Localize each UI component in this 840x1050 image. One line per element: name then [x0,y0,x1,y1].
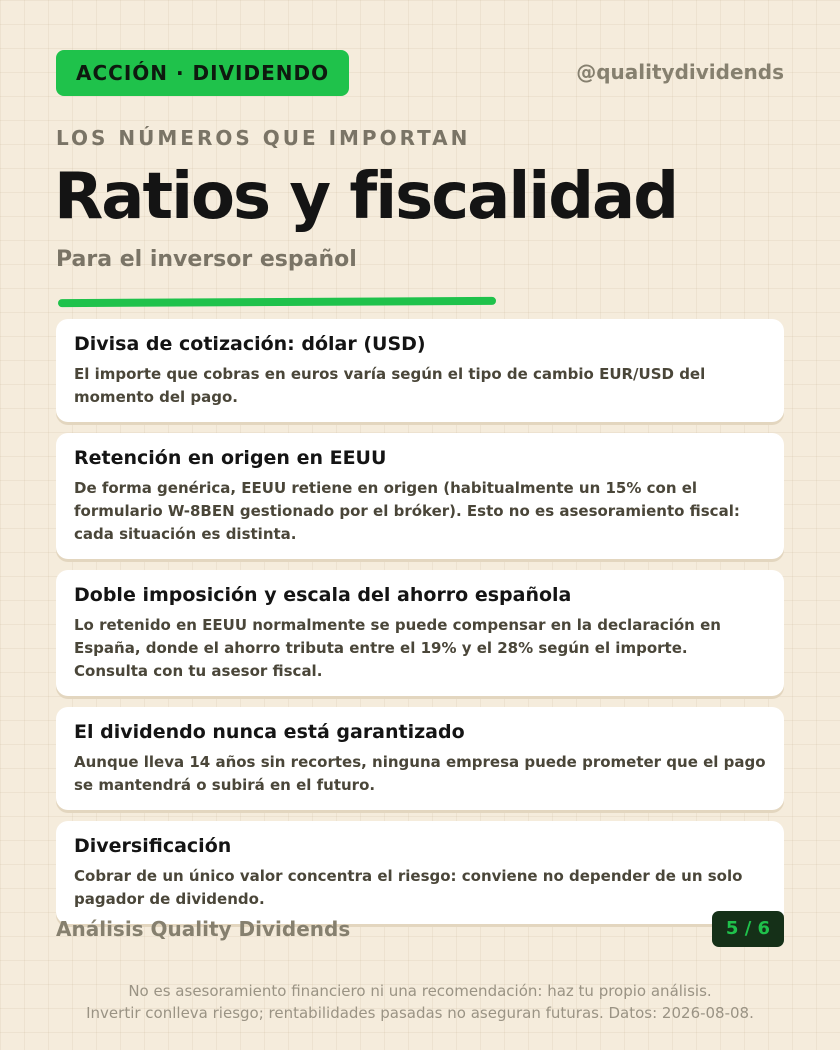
card-body: El importe que cobras en euros varía según el tipo de cambio EUR/USD del momento del pago. [74,365,706,406]
disclaimer-line-2: Invertir conlleva riesgo; rentabilidades pasadas no aseguran futuras. Datos: 2026-08-08. [86,1004,754,1022]
info-card-currency [56,319,784,422]
card-title: Diversificación [74,835,232,857]
card-body: De forma genérica, EEUU retiene en origen (habitualmente un 15% con el formulario W-8BEN gestionado por el bróker). Esto no es asesoramiento fiscal: cada situación es distinta. [74,479,740,543]
card-body: Cobrar de un único valor concentra el riesgo: conviene no depender de un solo pagador de dividendo. [74,867,743,908]
card-title: Retención en origen en EEUU [74,447,387,469]
info-card-diversification [56,821,784,924]
card-title: El dividendo nunca está garantizado [74,721,465,743]
info-card-withholding [56,433,784,559]
accent-underline [58,297,496,307]
category-badge: ACCIÓN · DIVIDENDO [56,50,349,96]
info-card-double-taxation [56,570,784,696]
section-kicker: LOS NÚMEROS QUE IMPORTAN [56,126,471,150]
card-title: Doble imposición y escala del ahorro española [74,584,572,606]
card-body: Lo retenido en EEUU normalmente se puede compensar en la declaración en España, donde el ahorro tributa entre el 19% y el 28% según el importe. Consulta con tu asesor fiscal. [74,616,721,680]
page-indicator: 5 / 6 [712,911,784,947]
card-title: Divisa de cotización: dólar (USD) [74,333,426,355]
account-handle: @qualitydividends [576,60,784,84]
card-body: Aunque lleva 14 años sin recortes, ninguna empresa puede prometer que el pago se mantendrá o subirá en el futuro. [74,753,766,794]
page-subtitle: Para el inversor español [56,247,357,272]
footer-brand: Análisis Quality Dividends [56,917,351,941]
page-title: Ratios y fiscalidad [54,160,678,234]
info-card-no-guarantee [56,707,784,810]
disclaimer [0,980,840,1024]
disclaimer-line-1: No es asesoramiento financiero ni una recomendación: haz tu propio análisis. [128,982,712,1000]
